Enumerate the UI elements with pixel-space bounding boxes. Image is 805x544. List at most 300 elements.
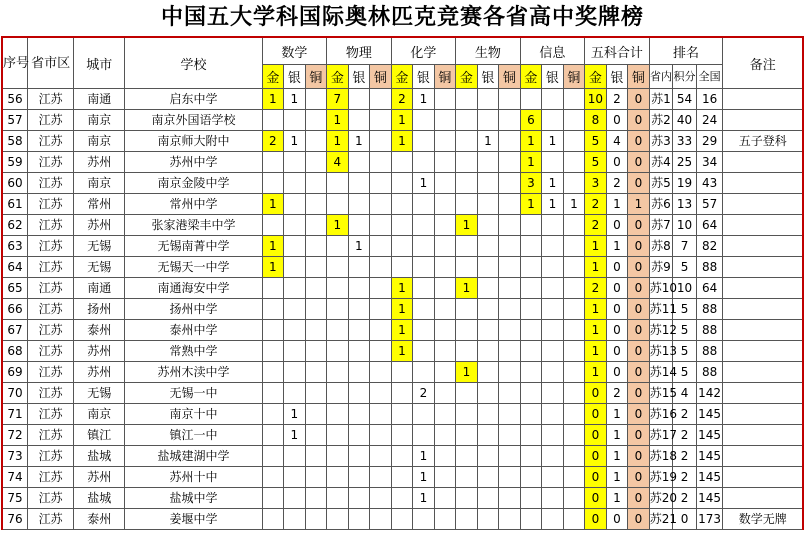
cell-medal-count xyxy=(499,299,521,320)
cell-medal-count xyxy=(434,404,456,425)
table-row xyxy=(2,194,803,215)
cell-city: 常州 xyxy=(74,194,125,215)
cell-medal-count xyxy=(477,509,499,530)
cell-medal-count xyxy=(348,467,370,488)
cell-rank-points: 2 xyxy=(673,488,697,509)
cell-medal-count xyxy=(456,110,478,131)
cell-total-count: 2 xyxy=(606,89,628,110)
cell-medal-count xyxy=(563,446,585,467)
cell-medal-count xyxy=(262,488,284,509)
cell-seq: 62 xyxy=(2,215,28,236)
cell-total-count: 0 xyxy=(628,425,650,446)
cell-medal-count xyxy=(348,215,370,236)
cell-medal-count xyxy=(305,236,327,257)
cell-total-count: 1 xyxy=(585,257,607,278)
cell-total-count: 1 xyxy=(606,488,628,509)
cell-medal-count xyxy=(370,110,392,131)
cell-medal-count xyxy=(284,278,306,299)
cell-rank-points: 10 xyxy=(673,215,697,236)
cell-medal-count xyxy=(370,488,392,509)
cell-medal-count xyxy=(370,467,392,488)
cell-medal-count: 1 xyxy=(327,215,349,236)
cell-medal-count xyxy=(542,341,564,362)
cell-total-count: 0 xyxy=(628,173,650,194)
cell-city: 南京 xyxy=(74,404,125,425)
cell-medal-count: 1 xyxy=(284,131,306,152)
cell-medal-count xyxy=(542,488,564,509)
cell-medal-count xyxy=(434,278,456,299)
cell-medal-count xyxy=(305,404,327,425)
cell-medal-count: 1 xyxy=(262,89,284,110)
cell-seq: 57 xyxy=(2,110,28,131)
table-row xyxy=(2,341,803,362)
cell-medal-count xyxy=(456,404,478,425)
cell-medal-count xyxy=(542,236,564,257)
cell-medal-count xyxy=(413,152,435,173)
cell-medal-count xyxy=(477,110,499,131)
cell-medal-count xyxy=(434,215,456,236)
cell-medal-count xyxy=(542,152,564,173)
cell-note xyxy=(723,152,803,173)
cell-medal-count: 1 xyxy=(413,467,435,488)
cell-medal-count xyxy=(348,110,370,131)
cell-total-count: 1 xyxy=(585,341,607,362)
cell-medal-count: 1 xyxy=(391,110,413,131)
cell-medal-count xyxy=(499,131,521,152)
header-subject-physics: 物理 xyxy=(327,37,392,65)
cell-medal-count xyxy=(305,446,327,467)
cell-medal-count xyxy=(477,488,499,509)
cell-medal-count xyxy=(391,152,413,173)
cell-medal-count xyxy=(370,278,392,299)
header-medal-gold: 金 xyxy=(391,65,413,89)
cell-medal-count xyxy=(563,467,585,488)
cell-rank-province: 苏14 xyxy=(649,362,673,383)
cell-note: 五子登科 xyxy=(723,131,803,152)
cell-rank-national: 82 xyxy=(696,236,723,257)
cell-medal-count xyxy=(520,341,542,362)
cell-medal-count xyxy=(563,236,585,257)
cell-medal-count xyxy=(563,425,585,446)
cell-school: 启东中学 xyxy=(125,89,262,110)
cell-medal-count xyxy=(520,446,542,467)
cell-medal-count xyxy=(520,89,542,110)
cell-medal-count xyxy=(499,362,521,383)
cell-city: 泰州 xyxy=(74,320,125,341)
cell-medal-count xyxy=(542,110,564,131)
cell-medal-count xyxy=(434,236,456,257)
cell-medal-count xyxy=(348,383,370,404)
cell-medal-count xyxy=(520,488,542,509)
cell-medal-count xyxy=(456,425,478,446)
cell-medal-count xyxy=(434,299,456,320)
cell-medal-count: 1 xyxy=(284,89,306,110)
table-row xyxy=(2,299,803,320)
cell-medal-count xyxy=(563,509,585,530)
cell-rank-national: 57 xyxy=(696,194,723,215)
cell-medal-count xyxy=(434,341,456,362)
cell-medal-count xyxy=(499,110,521,131)
cell-rank-national: 43 xyxy=(696,173,723,194)
header-note: 备注 xyxy=(723,37,803,89)
cell-medal-count xyxy=(477,236,499,257)
cell-medal-count xyxy=(499,467,521,488)
cell-total-count: 0 xyxy=(606,299,628,320)
cell-rank-national: 24 xyxy=(696,110,723,131)
cell-rank-province: 苏11 xyxy=(649,299,673,320)
cell-seq: 74 xyxy=(2,467,28,488)
cell-medal-count xyxy=(370,152,392,173)
cell-city: 无锡 xyxy=(74,257,125,278)
cell-seq: 69 xyxy=(2,362,28,383)
cell-medal-count xyxy=(456,89,478,110)
cell-medal-count xyxy=(413,404,435,425)
cell-medal-count: 2 xyxy=(262,131,284,152)
cell-rank-province: 苏18 xyxy=(649,446,673,467)
cell-medal-count xyxy=(477,299,499,320)
cell-medal-count xyxy=(456,341,478,362)
cell-province: 江苏 xyxy=(28,467,74,488)
cell-medal-count xyxy=(348,194,370,215)
cell-rank-province: 苏5 xyxy=(649,173,673,194)
cell-medal-count xyxy=(563,110,585,131)
header-medal-silver: 银 xyxy=(284,65,306,89)
cell-medal-count xyxy=(499,89,521,110)
cell-medal-count xyxy=(284,467,306,488)
cell-medal-count xyxy=(305,299,327,320)
cell-province: 江苏 xyxy=(28,509,74,530)
cell-province: 江苏 xyxy=(28,299,74,320)
cell-medal-count xyxy=(434,194,456,215)
cell-rank-province: 苏7 xyxy=(649,215,673,236)
cell-medal-count xyxy=(563,215,585,236)
cell-medal-count: 1 xyxy=(520,131,542,152)
cell-city: 南通 xyxy=(74,278,125,299)
cell-seq: 70 xyxy=(2,383,28,404)
cell-total-count: 0 xyxy=(628,215,650,236)
cell-medal-count xyxy=(262,425,284,446)
cell-city: 无锡 xyxy=(74,236,125,257)
header-subject-informatics: 信息 xyxy=(520,37,585,65)
cell-province: 江苏 xyxy=(28,215,74,236)
cell-medal-count xyxy=(262,383,284,404)
cell-rank-points: 5 xyxy=(673,362,697,383)
cell-medal-count xyxy=(520,299,542,320)
cell-medal-count: 1 xyxy=(262,236,284,257)
cell-medal-count xyxy=(434,257,456,278)
cell-note xyxy=(723,488,803,509)
cell-total-count: 1 xyxy=(606,446,628,467)
cell-school: 南京金陵中学 xyxy=(125,173,262,194)
cell-medal-count: 1 xyxy=(327,131,349,152)
cell-medal-count xyxy=(542,320,564,341)
cell-province: 江苏 xyxy=(28,488,74,509)
cell-total-count: 1 xyxy=(606,425,628,446)
cell-medal-count xyxy=(284,215,306,236)
cell-seq: 73 xyxy=(2,446,28,467)
cell-medal-count xyxy=(542,446,564,467)
header-subject-chemistry: 化学 xyxy=(391,37,456,65)
cell-seq: 72 xyxy=(2,425,28,446)
header-medal-bronze: 铜 xyxy=(370,65,392,89)
cell-school: 常州中学 xyxy=(125,194,262,215)
cell-medal-count xyxy=(348,362,370,383)
cell-medal-count xyxy=(262,467,284,488)
cell-city: 苏州 xyxy=(74,467,125,488)
cell-city: 南京 xyxy=(74,110,125,131)
cell-seq: 61 xyxy=(2,194,28,215)
cell-medal-count: 2 xyxy=(391,89,413,110)
cell-rank-province: 苏4 xyxy=(649,152,673,173)
cell-medal-count xyxy=(391,257,413,278)
cell-total-count: 0 xyxy=(628,110,650,131)
cell-medal-count xyxy=(542,383,564,404)
header-subject-biology: 生物 xyxy=(456,37,521,65)
cell-note xyxy=(723,467,803,488)
cell-medal-count xyxy=(413,257,435,278)
header-medal-silver: 银 xyxy=(413,65,435,89)
cell-medal-count xyxy=(348,404,370,425)
cell-medal-count xyxy=(348,488,370,509)
cell-medal-count xyxy=(348,278,370,299)
cell-medal-count xyxy=(542,89,564,110)
cell-rank-province: 苏10 xyxy=(649,278,673,299)
cell-medal-count xyxy=(413,362,435,383)
cell-medal-count xyxy=(305,89,327,110)
cell-note xyxy=(723,257,803,278)
cell-medal-count xyxy=(370,320,392,341)
cell-school: 南京外国语学校 xyxy=(125,110,262,131)
cell-rank-province: 苏2 xyxy=(649,110,673,131)
cell-medal-count xyxy=(284,488,306,509)
cell-medal-count: 7 xyxy=(327,89,349,110)
cell-medal-count: 1 xyxy=(520,152,542,173)
cell-rank-points: 40 xyxy=(673,110,697,131)
cell-rank-province: 苏16 xyxy=(649,404,673,425)
cell-city: 扬州 xyxy=(74,299,125,320)
cell-total-count: 0 xyxy=(628,89,650,110)
cell-rank-national: 145 xyxy=(696,404,723,425)
cell-rank-points: 2 xyxy=(673,446,697,467)
cell-note xyxy=(723,236,803,257)
cell-school: 无锡天一中学 xyxy=(125,257,262,278)
cell-rank-points: 25 xyxy=(673,152,697,173)
cell-medal-count xyxy=(456,446,478,467)
cell-medal-count xyxy=(327,488,349,509)
cell-school: 苏州木渎中学 xyxy=(125,362,262,383)
cell-province: 江苏 xyxy=(28,446,74,467)
cell-note xyxy=(723,362,803,383)
cell-total-count: 0 xyxy=(585,425,607,446)
cell-total-count: 1 xyxy=(585,236,607,257)
cell-total-count: 2 xyxy=(585,278,607,299)
cell-medal-count xyxy=(563,488,585,509)
cell-medal-count xyxy=(477,278,499,299)
table-body xyxy=(2,89,803,530)
cell-medal-count xyxy=(456,383,478,404)
cell-total-count: 0 xyxy=(628,236,650,257)
cell-medal-count xyxy=(413,278,435,299)
cell-medal-count xyxy=(305,320,327,341)
header-medal-silver: 银 xyxy=(348,65,370,89)
cell-school: 苏州十中 xyxy=(125,467,262,488)
cell-total-count: 4 xyxy=(606,131,628,152)
cell-medal-count: 6 xyxy=(520,110,542,131)
cell-medal-count xyxy=(563,257,585,278)
cell-medal-count: 1 xyxy=(413,446,435,467)
cell-rank-province: 苏1 xyxy=(649,89,673,110)
cell-medal-count xyxy=(370,446,392,467)
cell-medal-count xyxy=(499,215,521,236)
cell-medal-count xyxy=(391,509,413,530)
cell-total-count: 1 xyxy=(606,194,628,215)
cell-medal-count xyxy=(284,383,306,404)
cell-rank-points: 2 xyxy=(673,425,697,446)
cell-medal-count xyxy=(477,320,499,341)
cell-rank-national: 173 xyxy=(696,509,723,530)
cell-medal-count xyxy=(284,152,306,173)
cell-medal-count xyxy=(542,404,564,425)
cell-medal-count xyxy=(262,173,284,194)
cell-province: 江苏 xyxy=(28,320,74,341)
cell-rank-national: 16 xyxy=(696,89,723,110)
header-medal-gold: 金 xyxy=(262,65,284,89)
cell-note xyxy=(723,110,803,131)
cell-medal-count: 1 xyxy=(413,89,435,110)
cell-rank-province: 苏21 xyxy=(649,509,673,530)
header-rank-sub: 积分 xyxy=(673,65,697,89)
cell-medal-count: 1 xyxy=(413,488,435,509)
cell-medal-count xyxy=(499,320,521,341)
cell-medal-count xyxy=(262,215,284,236)
cell-note xyxy=(723,383,803,404)
cell-total-count: 0 xyxy=(628,131,650,152)
cell-rank-points: 5 xyxy=(673,299,697,320)
cell-city: 苏州 xyxy=(74,362,125,383)
page-title: 中国五大学科国际奥林匹克竞赛各省高中奖牌榜 xyxy=(160,5,644,30)
cell-province: 江苏 xyxy=(28,425,74,446)
cell-medal-count xyxy=(499,236,521,257)
table-header xyxy=(2,37,803,89)
cell-medal-count xyxy=(327,236,349,257)
cell-note xyxy=(723,89,803,110)
cell-rank-points: 0 xyxy=(673,509,697,530)
header-medal-bronze: 铜 xyxy=(563,65,585,89)
cell-medal-count xyxy=(520,362,542,383)
cell-medal-count xyxy=(456,131,478,152)
cell-medal-count xyxy=(477,152,499,173)
cell-rank-province: 苏8 xyxy=(649,236,673,257)
cell-rank-points: 5 xyxy=(673,341,697,362)
cell-province: 江苏 xyxy=(28,383,74,404)
cell-medal-count: 1 xyxy=(284,425,306,446)
cell-province: 江苏 xyxy=(28,173,74,194)
table-row xyxy=(2,509,803,530)
cell-medal-count xyxy=(563,362,585,383)
cell-total-count: 1 xyxy=(606,404,628,425)
cell-total-count: 2 xyxy=(585,194,607,215)
cell-medal-count xyxy=(348,299,370,320)
cell-total-count: 10 xyxy=(585,89,607,110)
cell-medal-count: 1 xyxy=(477,131,499,152)
header-medal-gold: 金 xyxy=(520,65,542,89)
cell-seq: 64 xyxy=(2,257,28,278)
cell-note xyxy=(723,341,803,362)
table-row xyxy=(2,446,803,467)
cell-medal-count xyxy=(456,236,478,257)
cell-medal-count xyxy=(391,383,413,404)
cell-province: 江苏 xyxy=(28,152,74,173)
cell-medal-count: 1 xyxy=(391,299,413,320)
cell-medal-count xyxy=(434,383,456,404)
cell-medal-count xyxy=(391,446,413,467)
cell-total-count: 2 xyxy=(606,173,628,194)
cell-rank-national: 145 xyxy=(696,488,723,509)
cell-medal-count xyxy=(348,446,370,467)
cell-medal-count xyxy=(563,404,585,425)
cell-medal-count xyxy=(348,320,370,341)
cell-total-count: 0 xyxy=(628,404,650,425)
cell-medal-count xyxy=(542,278,564,299)
cell-medal-count xyxy=(413,320,435,341)
cell-medal-count: 2 xyxy=(413,383,435,404)
cell-total-count: 1 xyxy=(606,236,628,257)
cell-medal-count xyxy=(520,215,542,236)
cell-medal-count xyxy=(348,257,370,278)
cell-province: 江苏 xyxy=(28,194,74,215)
cell-medal-count xyxy=(327,404,349,425)
cell-seq: 68 xyxy=(2,341,28,362)
cell-medal-count: 1 xyxy=(327,110,349,131)
cell-medal-count xyxy=(456,320,478,341)
cell-total-count: 0 xyxy=(628,320,650,341)
cell-medal-count xyxy=(542,425,564,446)
cell-medal-count xyxy=(284,446,306,467)
cell-medal-count xyxy=(305,488,327,509)
cell-rank-points: 7 xyxy=(673,236,697,257)
cell-school: 扬州中学 xyxy=(125,299,262,320)
cell-medal-count xyxy=(305,425,327,446)
cell-total-count: 0 xyxy=(585,467,607,488)
cell-city: 苏州 xyxy=(74,152,125,173)
cell-medal-count xyxy=(391,236,413,257)
cell-rank-national: 145 xyxy=(696,467,723,488)
cell-note xyxy=(723,173,803,194)
cell-medal-count xyxy=(413,236,435,257)
cell-medal-count xyxy=(477,89,499,110)
cell-note xyxy=(723,320,803,341)
cell-rank-province: 苏9 xyxy=(649,257,673,278)
cell-province: 江苏 xyxy=(28,362,74,383)
header-school: 学校 xyxy=(125,37,262,89)
cell-total-count: 2 xyxy=(606,383,628,404)
cell-total-count: 1 xyxy=(628,194,650,215)
cell-seq: 60 xyxy=(2,173,28,194)
cell-medal-count xyxy=(542,467,564,488)
cell-school: 盐城中学 xyxy=(125,488,262,509)
cell-rank-province: 苏6 xyxy=(649,194,673,215)
cell-medal-count xyxy=(520,320,542,341)
cell-rank-points: 2 xyxy=(673,404,697,425)
cell-medal-count: 1 xyxy=(413,173,435,194)
cell-province: 江苏 xyxy=(28,110,74,131)
cell-medal-count xyxy=(477,467,499,488)
table-row xyxy=(2,257,803,278)
cell-medal-count xyxy=(284,110,306,131)
cell-rank-points: 33 xyxy=(673,131,697,152)
cell-note: 数学无牌 xyxy=(723,509,803,530)
cell-medal-count xyxy=(348,89,370,110)
